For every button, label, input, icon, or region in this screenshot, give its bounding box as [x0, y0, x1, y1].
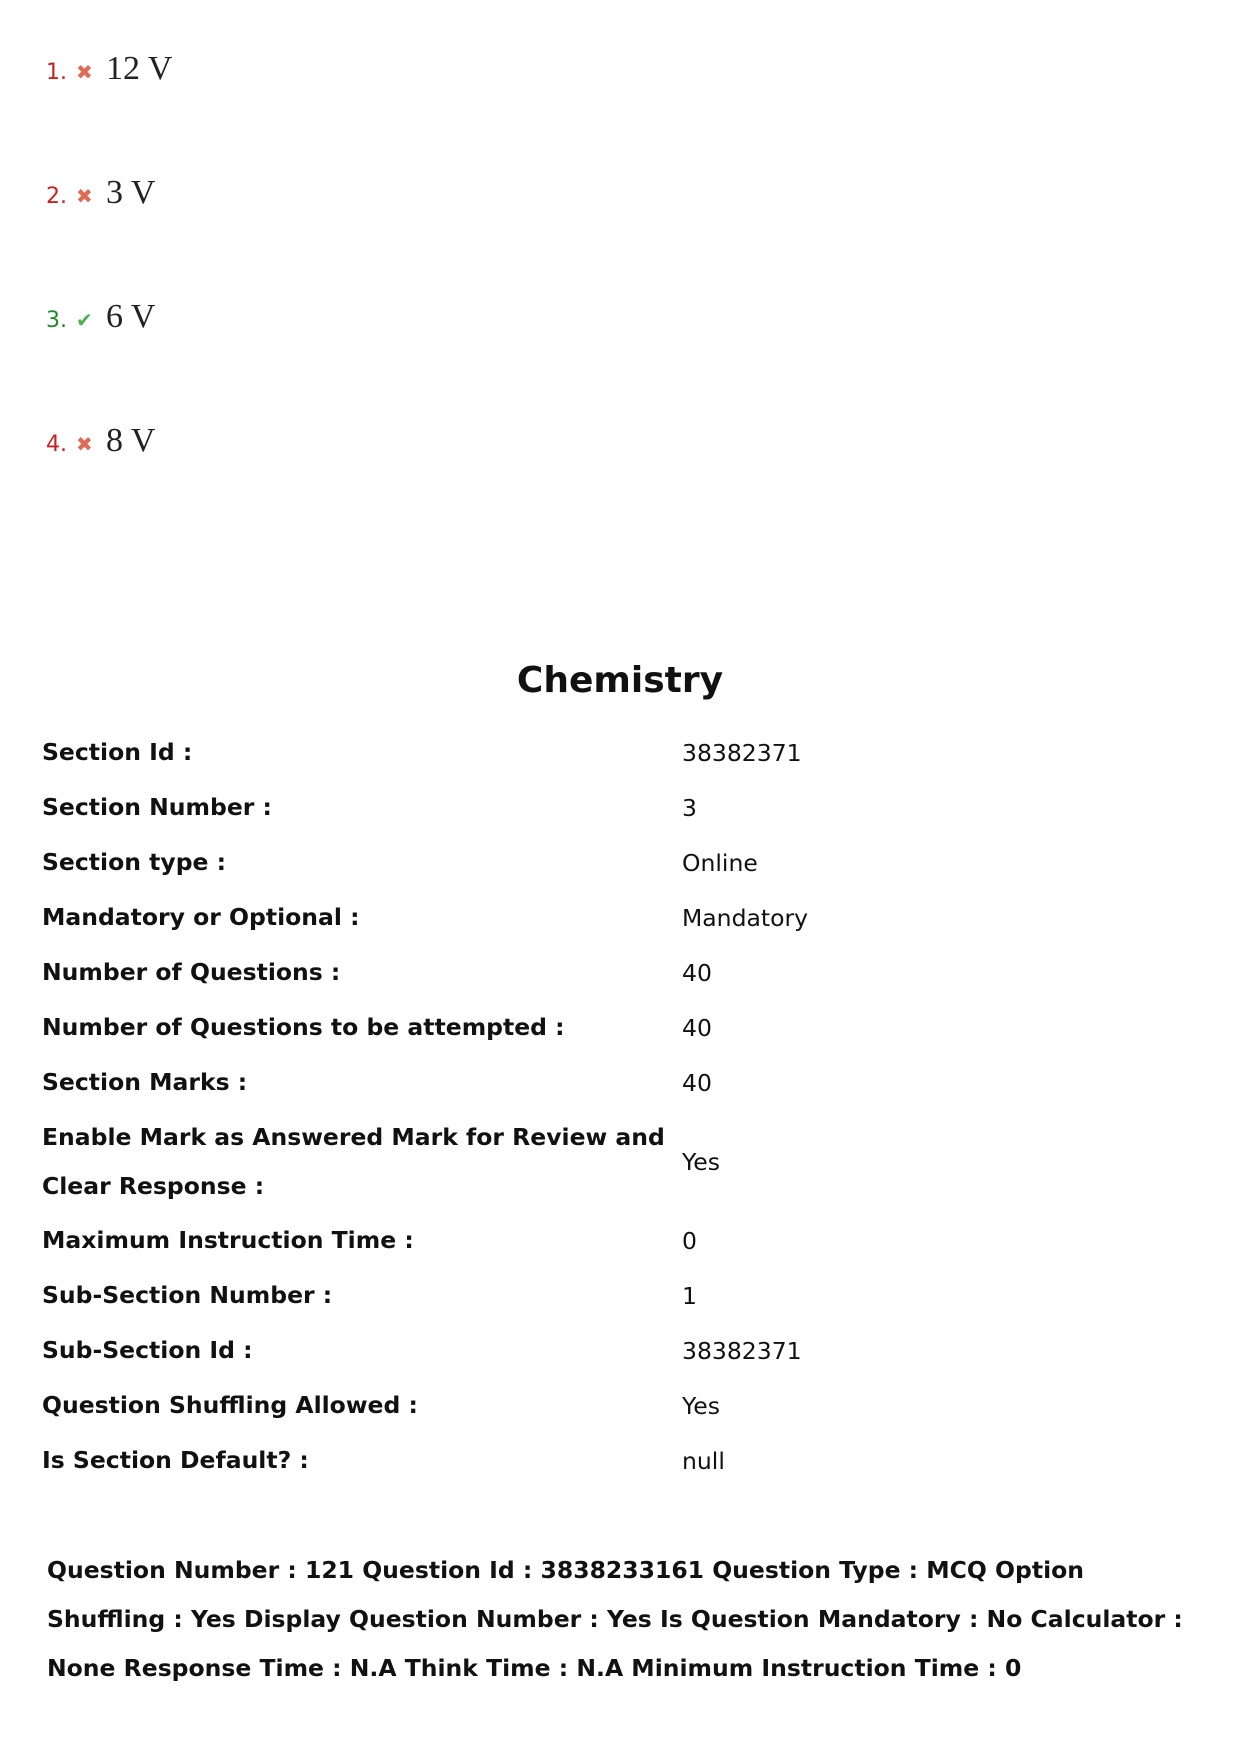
info-row-max-instruction-time [42, 1213, 1192, 1268]
info-value: null [682, 1446, 725, 1475]
info-row-number-of-questions [42, 945, 1192, 1000]
info-label: Section Marks : [42, 1068, 248, 1096]
info-row-sub-section-number [42, 1268, 1192, 1323]
info-row-section-default [42, 1433, 1192, 1488]
info-value: 40 [682, 958, 712, 987]
info-label: Is Section Default? : [42, 1446, 309, 1474]
option-value: 12 V [106, 50, 173, 87]
info-label: Number of Questions to be attempted : [42, 1013, 565, 1041]
info-value: 38382371 [682, 1336, 802, 1365]
option-3 [46, 298, 172, 422]
info-value: 1 [682, 1281, 697, 1310]
option-value: 3 V [106, 174, 156, 211]
option-number: 3. [46, 308, 67, 333]
info-label: Section type : [42, 848, 227, 876]
info-row-section-marks [42, 1055, 1192, 1110]
option-number: 1. [46, 60, 67, 85]
option-value: 8 V [106, 422, 156, 459]
option-1 [46, 50, 172, 174]
option-value: 6 V [106, 298, 156, 335]
info-value: Online [682, 848, 758, 877]
info-row-question-shuffling [42, 1378, 1192, 1433]
info-label: Mandatory or Optional : [42, 903, 360, 931]
option-number: 2. [46, 184, 67, 209]
answer-options [46, 50, 172, 546]
section-info-table [42, 725, 1192, 1488]
info-label: Sub-Section Number : [42, 1281, 333, 1309]
info-label: Section Number : [42, 793, 272, 821]
info-value: 0 [682, 1226, 697, 1255]
info-row-questions-attempted [42, 1000, 1192, 1055]
info-value: 40 [682, 1068, 712, 1097]
info-row-enable-mark [42, 1110, 1192, 1213]
info-label: Enable Mark as Answered Mark for Review and Clear Response : [42, 1122, 665, 1200]
info-row-mandatory [42, 890, 1192, 945]
info-row-section-type [42, 835, 1192, 890]
info-value: Yes [682, 1147, 720, 1176]
question-meta: Question Number : 121 Question Id : 3838233161 Question Type : MCQ Option Shuffling : Yes Display Question Number : Yes Is Question Mandatory : No Calculator : None Response Time : N.A Think Time : N.A Minimum Instruction Time : 0 [47, 1556, 1183, 1682]
info-value: 40 [682, 1013, 712, 1042]
info-row-section-number [42, 780, 1192, 835]
info-label: Maximum Instruction Time : [42, 1226, 414, 1254]
info-value: 3 [682, 793, 697, 822]
cross-icon: ✖ [76, 432, 93, 456]
option-number: 4. [46, 432, 67, 457]
info-row-sub-section-id [42, 1323, 1192, 1378]
info-value: Mandatory [682, 903, 809, 932]
info-label: Sub-Section Id : [42, 1336, 253, 1364]
info-label: Question Shuffling Allowed : [42, 1391, 418, 1419]
section-title: Chemistry [516, 660, 724, 701]
info-label: Section Id : [42, 738, 193, 766]
check-icon: ✔ [76, 308, 93, 332]
option-4 [46, 422, 172, 546]
cross-icon: ✖ [76, 60, 93, 84]
option-2 [46, 174, 172, 298]
cross-icon: ✖ [76, 184, 93, 208]
info-row-section-id [42, 725, 1192, 780]
info-label: Number of Questions : [42, 958, 341, 986]
info-value: Yes [682, 1391, 720, 1420]
info-value: 38382371 [682, 738, 802, 767]
